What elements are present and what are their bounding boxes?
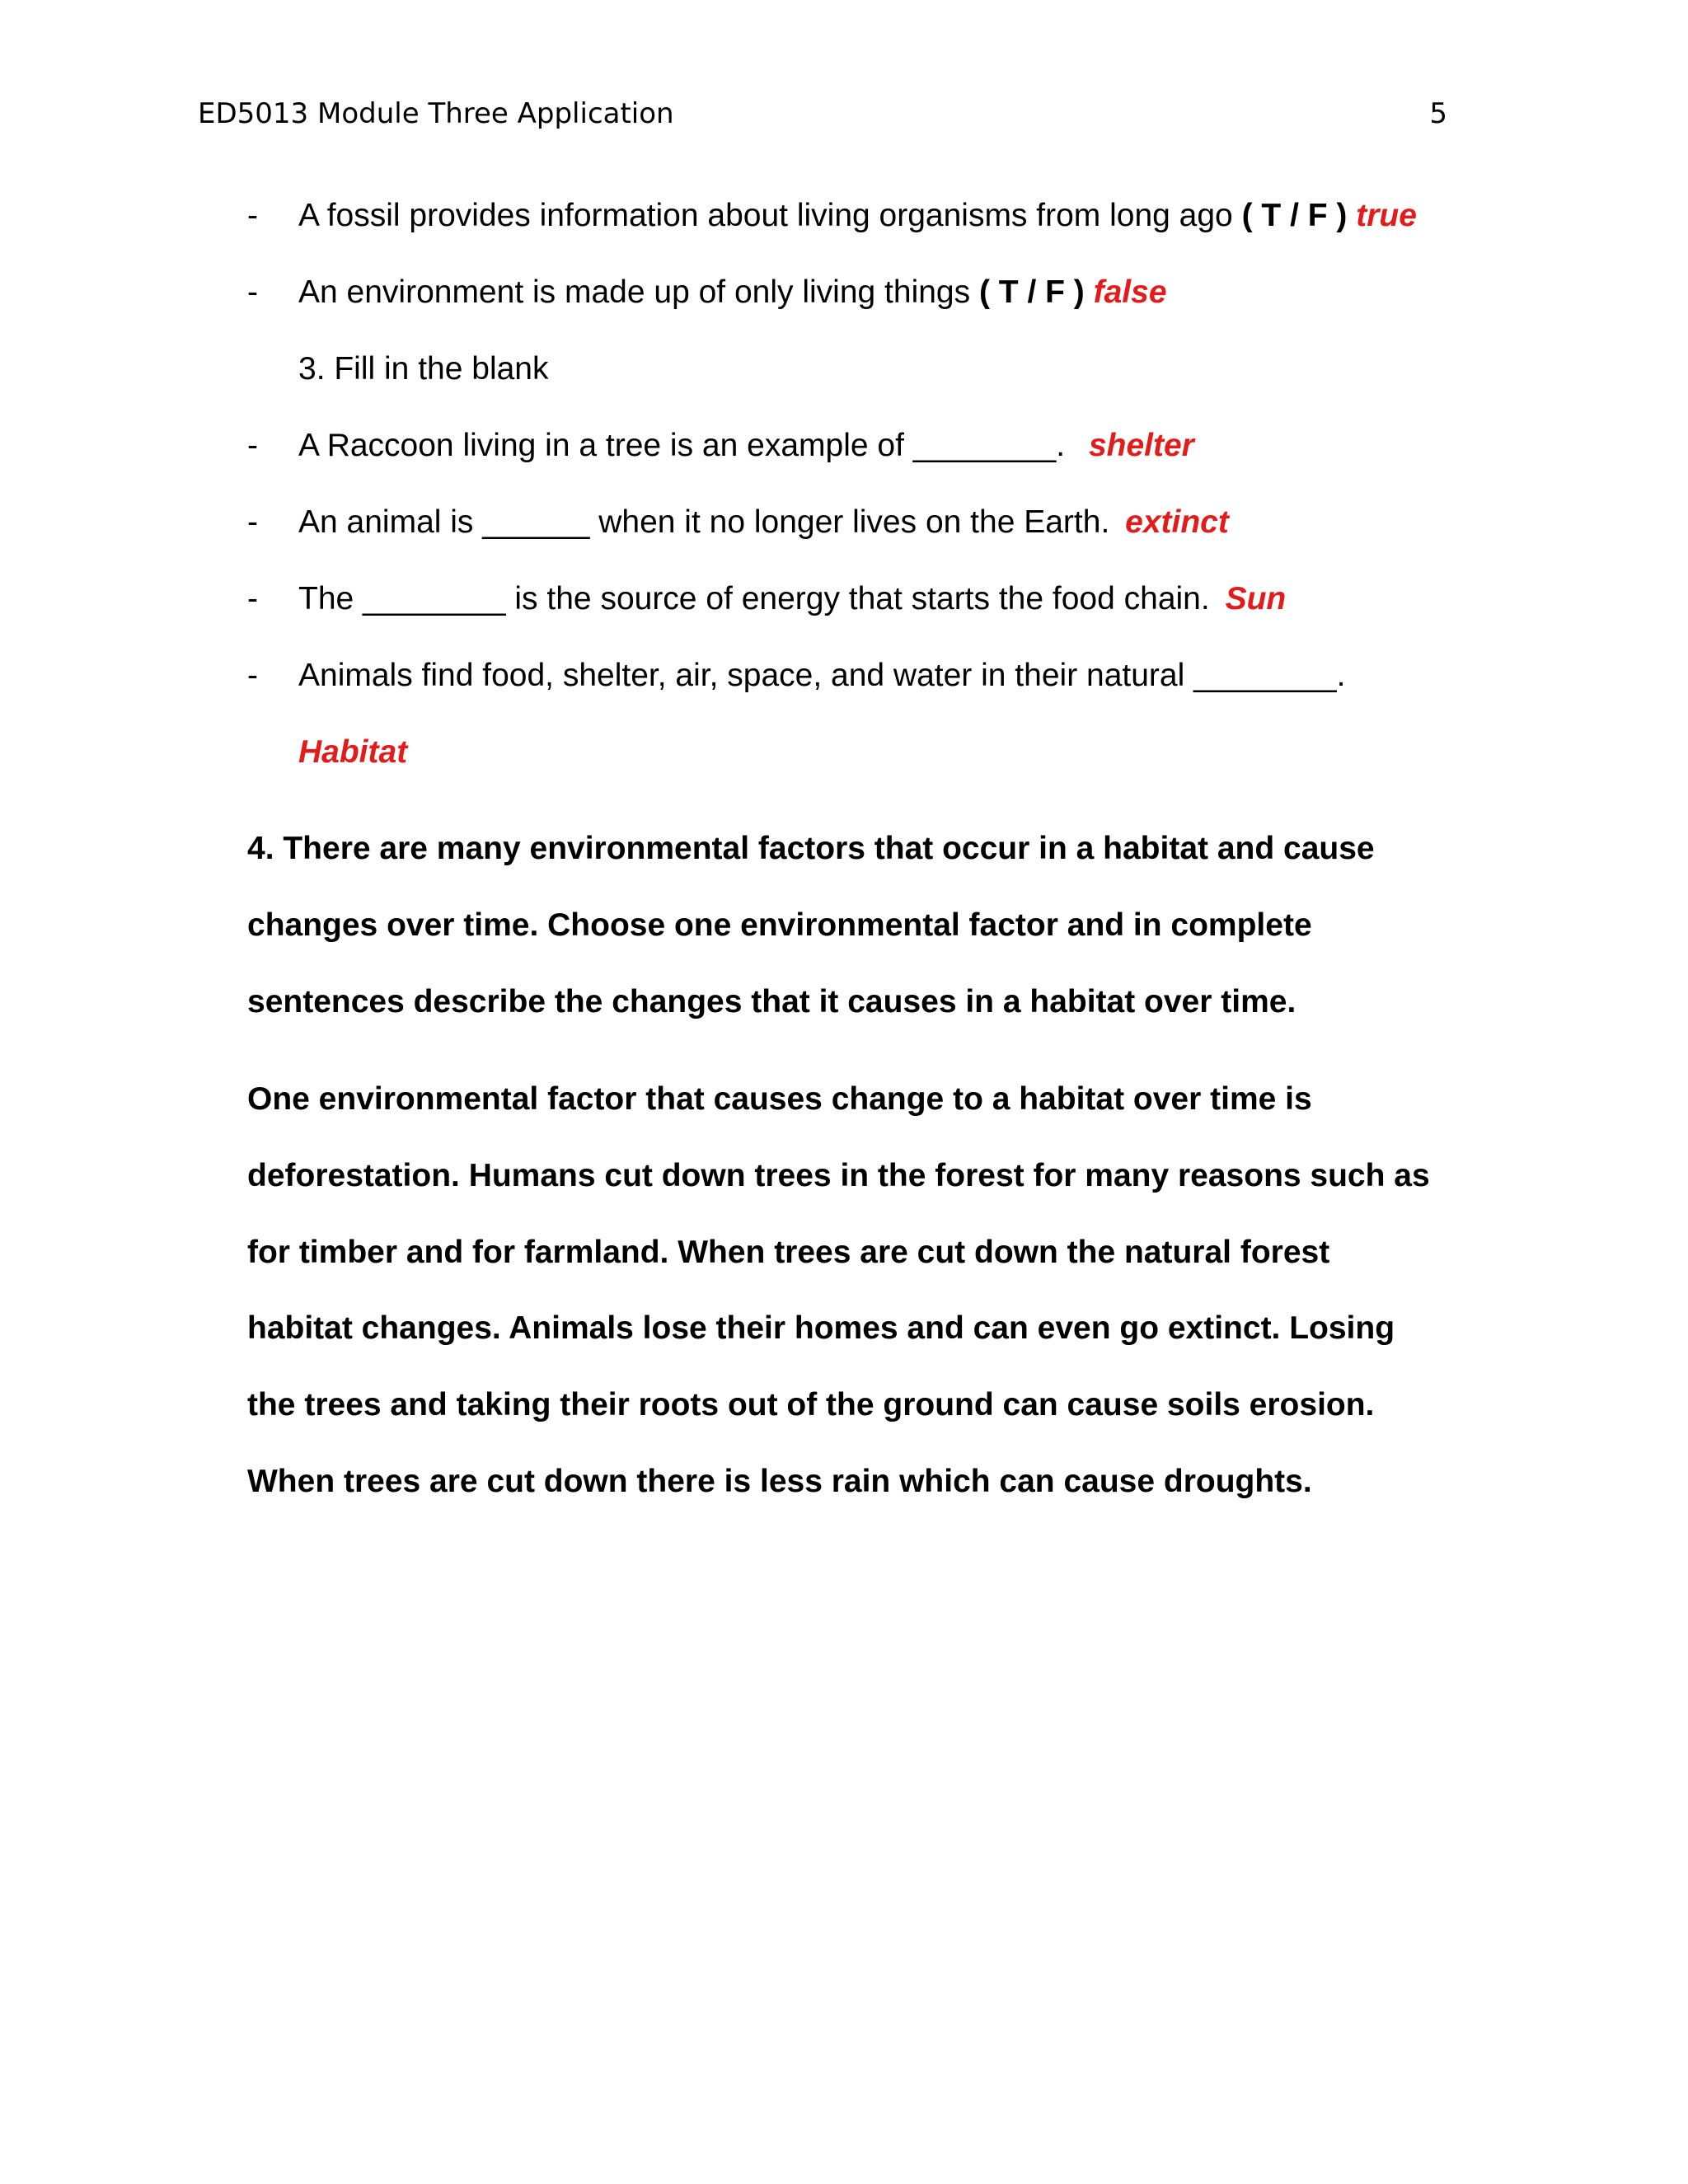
question-4-line: 4. There are many environmental factors that occur in a habitat and cause	[247, 831, 1375, 866]
answer-4-line: When trees are cut down there is less rain which can cause droughts.	[247, 1464, 1312, 1499]
question-4-line: sentences describe the changes that it causes in a habitat over time.	[247, 984, 1296, 1019]
page-header	[198, 97, 1490, 137]
answer-4-line: for timber and for farmland. When trees are cut down the natural forest	[247, 1235, 1330, 1270]
true-false-choice: ( T / F )	[1241, 198, 1348, 233]
section-3-title: 3. Fill in the blank	[298, 351, 549, 387]
answer-text: extinct	[1125, 504, 1229, 540]
answer-4-line: habitat changes. Animals lose their homes and can even go extinct. Losing	[247, 1310, 1395, 1346]
answer-text: false	[1093, 274, 1167, 310]
question-text: Animals find food, shelter, air, space, and water in their natural ________.	[298, 658, 1346, 693]
bullet-dash: -	[247, 658, 258, 693]
bullet-dash: -	[247, 581, 258, 616]
answer-text: Habitat	[298, 734, 408, 770]
answer-4-line: the trees and taking their roots out of the ground can cause soils erosion.	[247, 1387, 1375, 1422]
question-text: An environment is made up of only living things	[298, 274, 971, 310]
page-number: 5	[1429, 97, 1447, 130]
answer-text: shelter	[1088, 428, 1194, 463]
question-4-line: changes over time. Choose one environmental factor and in complete	[247, 907, 1312, 943]
true-false-choice: ( T / F )	[978, 274, 1085, 310]
bullet-dash: -	[247, 198, 258, 233]
answer-4-line: deforestation. Humans cut down trees in the forest for many reasons such as	[247, 1158, 1430, 1193]
answer-text: Sun	[1225, 581, 1287, 616]
running-title: ED5013 Module Three Application	[198, 97, 674, 130]
question-text: A fossil provides information about living organisms from long ago	[298, 198, 1233, 233]
bullet-dash: -	[247, 274, 258, 310]
question-text: An animal is ______ when it no longer lives on the Earth.	[298, 504, 1110, 540]
bullet-dash: -	[247, 428, 258, 463]
question-text: The ________ is the source of energy that starts the food chain.	[298, 581, 1210, 616]
answer-4-line: One environmental factor that causes change to a habitat over time is	[247, 1081, 1312, 1117]
bullet-dash: -	[247, 504, 258, 540]
question-text: A Raccoon living in a tree is an example of ________.	[298, 428, 1066, 463]
answer-text: true	[1356, 198, 1417, 233]
